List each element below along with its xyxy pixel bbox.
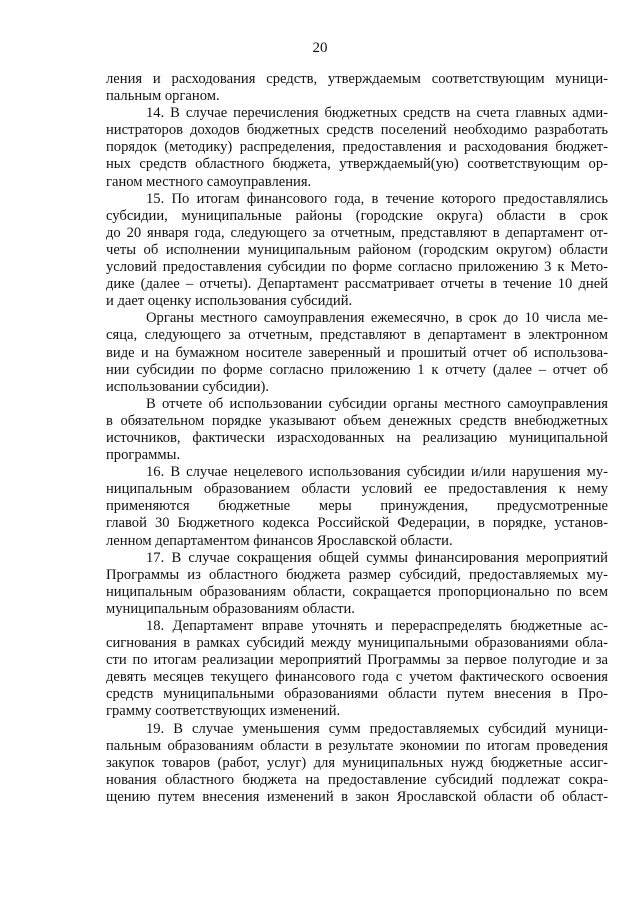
text-line: В отчете об использовании субсидии органы местного самоуправления <box>146 395 608 412</box>
text-line: 14. В случае перечисления бюджетных средств на счета главных адми- <box>146 105 608 122</box>
text-line: грамму соответствующих изменений. <box>106 703 341 720</box>
text-line: закупок товаров (работ, услуг) для муниципальных нужд бюджетные ассиг- <box>106 754 608 771</box>
page-number: 20 <box>312 40 328 56</box>
paragraph <box>106 464 608 549</box>
text-line: Органы местного самоуправления ежемесячно, в срок до 10 числа ме- <box>146 310 608 327</box>
paragraph <box>106 105 608 190</box>
text-line: муниципальным образованиям области. <box>106 600 355 617</box>
paragraph <box>106 618 608 721</box>
text-line: дике (далее – отчеты). Департамент рассматривает отчеты в течение 10 дней <box>106 276 608 293</box>
text-line: 16. В случае нецелевого использования субсидии и/или нарушения му- <box>146 464 608 481</box>
text-line: и дает оценку использования субсидий. <box>106 293 353 310</box>
text-line: средств муниципальными образованиями области путем внесения в Про- <box>106 686 608 703</box>
text-line: щению путем внесения изменений в закон Ярославской области об област- <box>106 788 608 805</box>
text-line: 17. В случае сокращения общей суммы финансирования мероприятий <box>146 549 608 566</box>
document-body <box>106 71 608 806</box>
text-line: Программы из областного бюджета размер субсидий, предоставляемых му- <box>106 566 608 583</box>
text-line: условий предоставления субсидии по форме согласно приложению 3 к Мето- <box>106 259 608 276</box>
paragraph <box>106 310 608 395</box>
text-line: главой 30 Бюджетного кодекса Российской Федерации, в порядке, установ- <box>106 515 608 532</box>
text-line: ниципальным образованием области условий ее предоставления к нему <box>106 481 608 498</box>
text-line: программы. <box>106 447 181 464</box>
text-line: ных средств областного бюджета, утверждаемый(ую) соответствующим ор- <box>106 156 608 173</box>
text-line: пальным органом. <box>106 88 220 105</box>
text-line: 19. В случае уменьшения сумм предоставляемых субсидий муници- <box>146 720 608 737</box>
text-line: 18. Департамент вправе уточнять и перераспределять бюджетные ас- <box>146 618 608 634</box>
text-line: ления и расходования средств, утверждаемым соответствующим муници- <box>106 71 608 87</box>
text-line: 15. По итогам финансового года, в течение которого предоставлялись <box>146 190 608 207</box>
text-line: виде и на бумажном носителе заверенный и прошитый отчет об использова- <box>106 344 608 361</box>
paragraph <box>106 550 608 618</box>
text-line: девять месяцев текущего финансового года с учетом фактического освоения <box>106 669 608 686</box>
text-line: субсидии, муниципальные районы (городские округа) области в срок <box>106 207 608 224</box>
text-line: в обязательном порядке указывают объем денежных средств внебюджетных <box>106 412 608 429</box>
text-line: до 20 января года, следующего за отчетным, представляют в департамент от- <box>106 224 608 241</box>
text-line: пальным образованиям области в результате экономии по итогам проведения <box>106 737 608 754</box>
paragraph <box>106 396 608 464</box>
text-line: порядок (методику) распределения, предоставления и расходования бюджет- <box>106 139 608 156</box>
paragraph <box>106 721 608 806</box>
text-line: ганом местного самоуправления. <box>106 173 312 190</box>
text-line: сти по итогам реализации мероприятий Программы за первое полугодие и за <box>106 652 608 669</box>
text-line: нистраторов доходов бюджетных средств поселений необходимо разработать <box>106 122 608 139</box>
text-line: ленном департаментом финансов Ярославской области. <box>106 532 453 549</box>
text-line: сигнования в рамках субсидий между муниципальными образованиями обла- <box>106 635 608 652</box>
text-line: применяются бюджетные меры принуждения, предусмотренные <box>106 498 608 515</box>
text-line: источников, фактически израсходованных на реализацию муниципальной <box>106 429 608 446</box>
paragraph <box>106 71 608 105</box>
text-line: четы об исполнении муниципальным районом (городским округом) области <box>106 241 608 258</box>
text-line: сяца, следующего за отчетным, представляют в департамент в электронном <box>106 327 608 344</box>
text-line: нии субсидии по форме согласно приложению 1 к отчету (далее – отчет об <box>106 361 608 378</box>
text-line: нования областного бюджета на предоставление субсидий подлежат сокра- <box>106 771 608 788</box>
paragraph <box>106 191 608 311</box>
text-line: ниципальным образованиям области, сокращается пропорционально по всем <box>106 583 608 600</box>
text-line: использовании субсидии). <box>106 378 270 395</box>
